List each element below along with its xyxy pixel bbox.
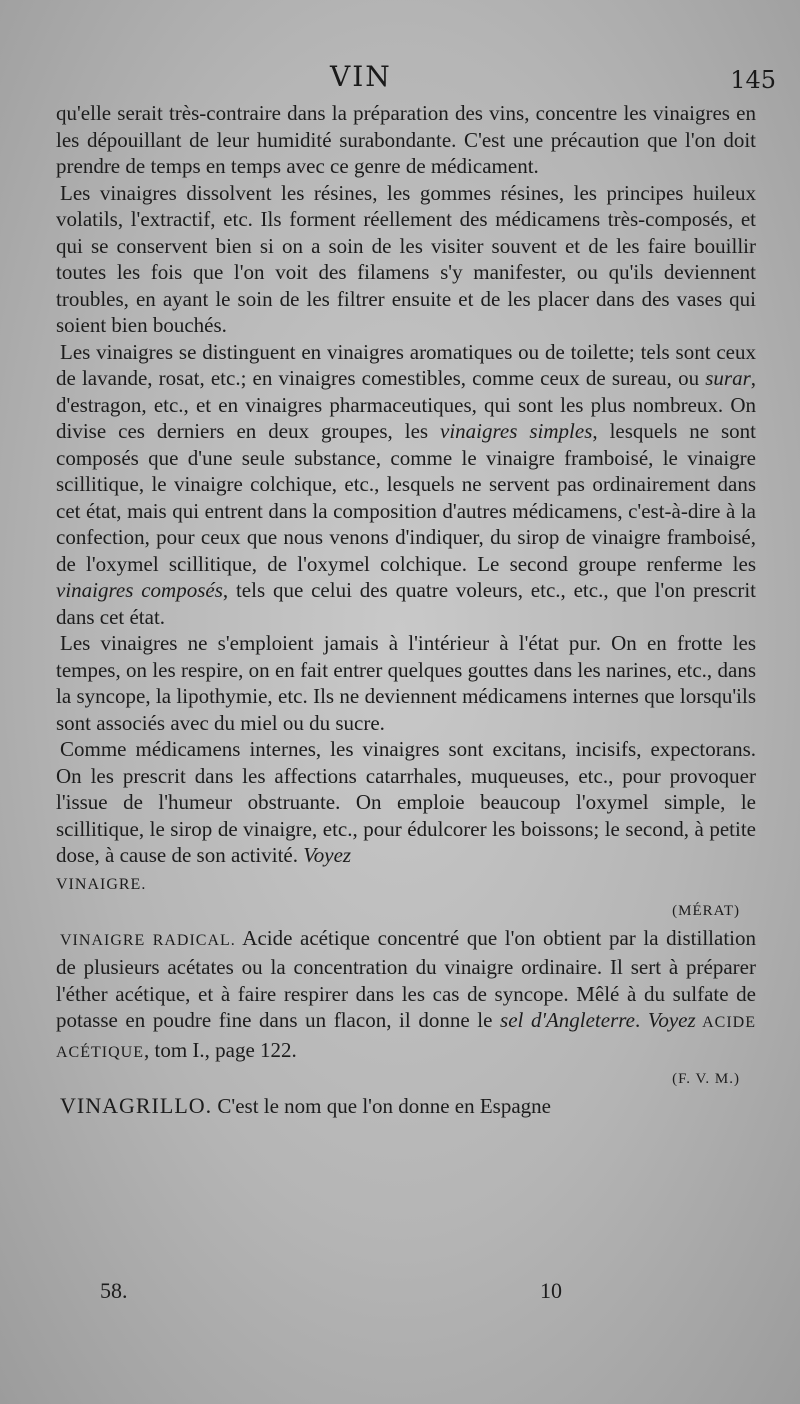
italic-term: vinaigres simples <box>440 419 593 443</box>
paragraph-2: Les vinaigres dissolvent les résines, les gommes résines, les principes huileux volatils, l'extractif, etc. Ils forment réellement des médicamens très-composés, et qui se conservent bien si on a soin de les visiter souvent et de les faire bouillir toutes les fois que l'on voit des filamens s'y manifester, ou qu'ils deviennent troubles, en ayant le soin de les filtrer ensuite et de les placer dans des vases qui soient bien bouchés. <box>56 180 756 337</box>
cross-reference-voyez: Voyez <box>303 843 352 867</box>
entry-headword: VINAIGRE RADICAL. <box>60 931 236 949</box>
text-run: . <box>634 1008 648 1032</box>
page-footer <box>0 1278 800 1318</box>
text-run: , lesquels ne sont composés que d'une seule substance, comme le vinaigre framboisé, le vinaigre scillitique, le vinaigre colchique, etc., lesquels ne servent pas ordinairement dans cet état, mais qui entrent dans la composition d'autres médicamens, c'est-à-dire à la confection, pour ceux que nous venons d'indiquer, du sirop de vinaigre framboisé, de l'oxymel scillitique, de l'oxymel colchique. Le second groupe renferme les <box>56 419 756 576</box>
text-run: , d'estragon, etc., et en vinaigres pharmaceutiques, qui sont les plus nombreux. On divise ces derniers en deux groupes, les <box>56 366 756 443</box>
running-head: VIN <box>330 60 392 93</box>
page-header <box>0 60 800 100</box>
paragraph-3 <box>56 339 756 631</box>
entry-vinaigre-radical <box>56 925 756 1067</box>
sheet-number: 10 <box>540 1278 562 1303</box>
text-run: C'est le nom que l'on donne en Espagne <box>212 1093 551 1118</box>
cross-reference-target: VINAIGRE. <box>56 875 147 893</box>
author-signature: (F. V. M.) <box>672 1071 740 1087</box>
page-number: 145 <box>730 66 776 94</box>
paragraph-1: qu'elle serait très-contraire dans la préparation des vins, concentre les vinaigres en les dépouillant de leur humidité surabondante. C'est une précaution que l'on doit prendre de temps en temps avec ce genre de médicament. <box>56 101 756 178</box>
italic-term: sel d'Angleterre <box>500 1008 635 1032</box>
italic-term: surar <box>705 366 751 390</box>
page-body <box>56 100 756 1119</box>
entry-vinagrillo <box>56 1093 756 1120</box>
paragraph-4: Les vinaigres ne s'emploient jamais à l'intérieur à l'état pur. On en frotte les tempes, on les respire, on en fait entrer quelques gouttes dans les narines, etc., dans la syncope, la lipothymie, etc. Ils ne deviennent médicamens internes que lorsqu'ils sont associés avec du miel ou du sucre. <box>56 631 756 735</box>
text-run: , tom I., page 122. <box>143 1037 297 1062</box>
paragraph-5 <box>56 736 756 898</box>
author-signature: (MÉRAT) <box>672 903 740 919</box>
cross-reference-target: ACIDE ACÉTIQUE <box>56 1014 757 1061</box>
text-run: Comme médicamens internes, les vinaigres sont excitans, incisifs, expectorans. On les prescrit dans les affections catarrhales, muqueuses, etc., pour provoquer l'issue de l'humeur obstruante. On emploie beaucoup l'oxymel simple, le scillitique, le sirop de vinaigre, etc., pour édulcorer les boissons; le second, à petite dose, à cause de son activité. <box>56 737 756 867</box>
text-run: , tels que celui des quatre voleurs, etc., etc., que l'on prescrit dans cet état. <box>56 578 757 629</box>
text-run: Les vinaigres se distinguent en vinaigres aromatiques ou de toilette; tels sont ceux de lavande, rosat, etc.; en vinaigres comestibles, comme ceux de sureau, ou <box>56 339 756 390</box>
text-run: Acide acétique concentré que l'on obtient par la distillation de plusieurs acétates ou la concentration du vinaigre ordinaire. Il sert à préparer l'éther acétique, et à faire respirer dans les cas de syncope. Mêlé à du sulfate de potasse en poudre fine dans un flacon, il donne le <box>56 925 756 1032</box>
entry-headword: VINAGRILLO. <box>60 1092 213 1118</box>
cross-reference-voyez: Voyez <box>647 1008 696 1032</box>
signature-mark: 58. <box>100 1278 128 1303</box>
italic-term: vinaigres composés <box>56 578 223 602</box>
